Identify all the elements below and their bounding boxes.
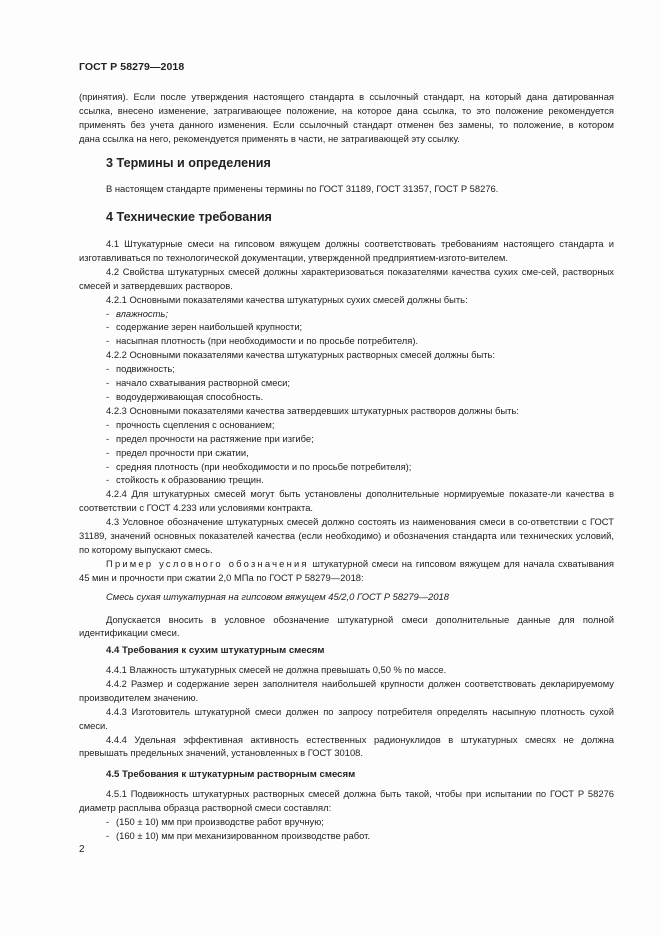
paragraph-4-4-1: 4.4.1 Влажность штукатурных смесей не должна превышать 0,50 % по массе.: [106, 664, 447, 675]
paragraph-4-2-4: 4.2.4 Для штукатурных смесей могут быть установлены дополнительные нормируемые показате-ли качества в соответствии с ГОСТ 4.233 или условиями контракта.: [79, 488, 614, 514]
list-item: - содержание зерен наибольшей крупности;: [106, 321, 303, 333]
section-4-body: [79, 237, 614, 640]
paragraph-4-4-2: 4.4.2 Размер и содержание зерен заполнителя наибольшей крупности должен соответствовать декларируемому производителем значению.: [79, 677, 614, 703]
intro-line: ссылка, внесено изменение, затрагивающее положение, на которое дана ссылка, то это положение рекомендуется: [79, 104, 614, 116]
page-number: 2: [79, 844, 85, 855]
paragraph-4-5-1: 4.5.1 Подвижность штукатурных растворных смесей должна быть такой, чтобы при испытании по ГОСТ Р 58276 диаметр расплыва образца растворной смеси составлял:: [79, 788, 614, 813]
list-item: - средняя плотность (при необходимости и по просьбе потребителя);: [106, 460, 412, 472]
paragraph-4-2-2: 4.2.2 Основными показателями качества штукатурных растворных смесей должны быть:: [106, 349, 496, 361]
paragraph-4-2-3: 4.2.3 Основными показателями качества затвердевших штукатурных растворов должны быть:: [106, 404, 519, 416]
section-4-title: 4 Технические требования: [106, 210, 272, 224]
intro-line: применять без учета данного изменения. Если ссылочный стандарт отменен без замены, то положение, в котором: [79, 118, 614, 130]
paragraph-4-1: 4.1 Штукатурные смеси на гипсовом вяжущем должны соответствовать требованиям настоящего стандарта и изготавливаться по технологической документации, утвержденной предприятием-изгото-вителем.: [79, 238, 614, 263]
paragraph-4-3-note: Допускается вносить в условное обозначение штукатурной смеси дополнительные данные для полной идентификации смеси.: [79, 613, 614, 639]
section-4-5-title: 4.5 Требования к штукатурным растворным смесям: [106, 769, 356, 780]
paragraph-4-4-3: 4.4.3 Изготовитель штукатурной смеси должен по запросу потребителя определять насыпную плотность сухой смеси.: [79, 705, 614, 731]
list-item: - (150 ± 10) мм при производстве работ вручную;: [106, 815, 324, 827]
list-item: - начало схватывания растворной смеси;: [106, 377, 290, 389]
document-header: ГОСТ Р 58279—2018: [79, 61, 185, 73]
list-item: - предел прочности при сжатии,: [106, 446, 249, 458]
paragraph-4-3: 4.3 Условное обозначение штукатурных смесей должно состоять из наименования смеси в со-ответствии с ГОСТ 31189, значений основных показателей качества (если необходимо) и обозначения стандарта или технических условий, по которому выпускают смесь.: [79, 516, 614, 555]
paragraph-4-4-4: 4.4.4 Удельная эффективная активность естественных радионуклидов в штукатурных смесях не должна превышать предельных значений, установленных в ГОСТ 30108.: [79, 733, 614, 759]
example-paragraph: [79, 557, 614, 585]
example-label: Пример условного обозначения: [106, 557, 309, 569]
section-3-text: В настоящем стандарте применены термины по ГОСТ 31189, ГОСТ 31357, ГОСТ Р 58276.: [106, 183, 499, 194]
list-item: - влажность;: [106, 307, 168, 319]
section-3-title: 3 Термины и определения: [106, 156, 271, 170]
example-text: штукатурной смеси на гипсовом вяжущем для начала схватывания 45 мин и прочности при сжатии 2,0 МПа по ГОСТ Р 58279—2018:: [79, 557, 614, 583]
list-item: - предел прочности на растяжение при изгибе;: [106, 432, 314, 444]
list-item: - прочность сцепления с основанием;: [106, 418, 275, 430]
intro-line: дана ссылка на него, рекомендуется применять в части, не затрагивающей эту ссылку.: [79, 132, 460, 144]
section-4-4-body: [79, 663, 614, 760]
list-item: - (160 ± 10) мм при механизированном производстве работ.: [106, 829, 370, 841]
list-item: - насыпная плотность (при необходимости и по просьбе потребителя).: [106, 335, 419, 347]
section-4-5-body: [79, 787, 614, 843]
list-item: - водоудерживающая способность.: [106, 390, 264, 402]
example-designation: Смесь сухая штукатурная на гипсовом вяжущем 45/2,0 ГОСТ Р 58279—2018: [106, 590, 449, 602]
intro-line: (принятия). Если после утверждения настоящего стандарта в ссылочный стандарт, на который дана датированная: [79, 91, 614, 102]
intro-paragraph: [79, 90, 614, 146]
section-4-4-title: 4.4 Требования к сухим штукатурным смесям: [106, 645, 325, 656]
paragraph-4-2: 4.2 Свойства штукатурных смесей должны характеризоваться показателями качества сухих сме-сей, растворных смесей и затвердевших растворов.: [79, 265, 614, 291]
paragraph-4-2-1: 4.2.1 Основными показателями качества штукатурных сухих смесей должны быть:: [106, 293, 468, 305]
list-item: - стойкость к образованию трещин.: [106, 474, 264, 486]
list-item: - подвижность;: [106, 363, 175, 375]
